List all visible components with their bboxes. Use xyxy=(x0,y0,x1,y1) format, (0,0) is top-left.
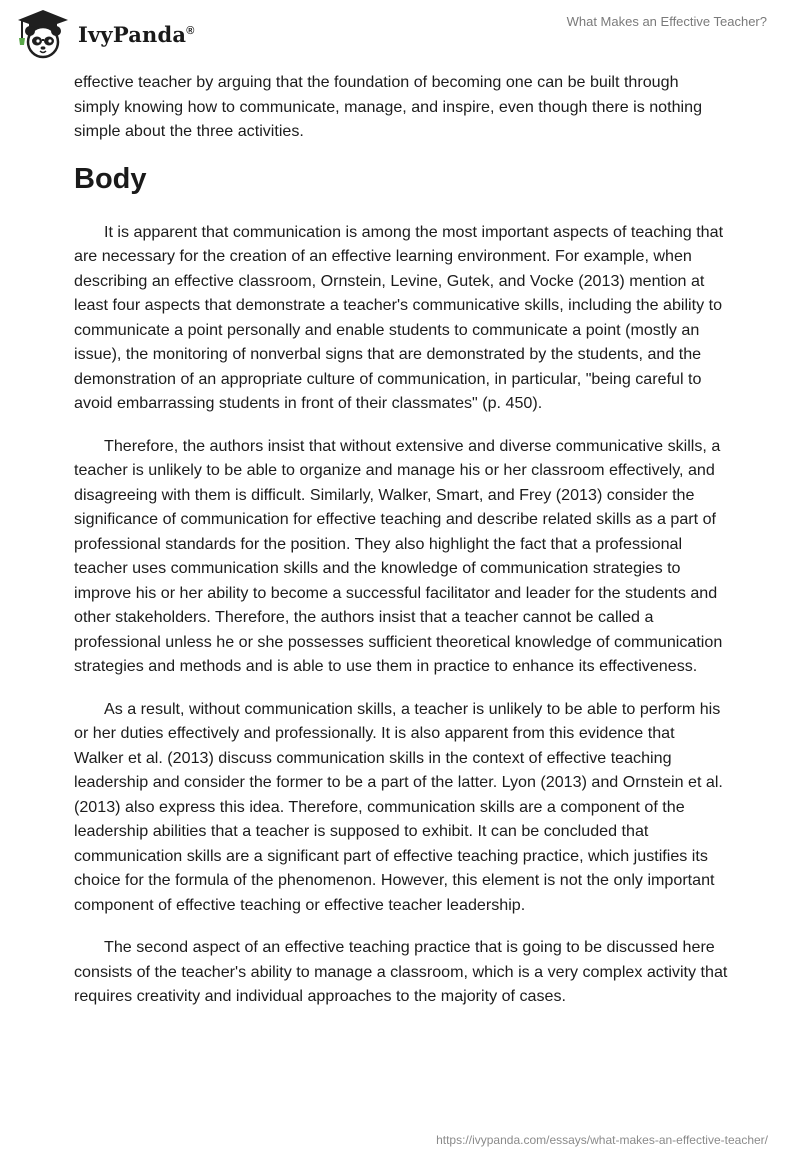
source-url[interactable]: https://ivypanda.com/essays/what-makes-an-effective-teacher/ xyxy=(436,1133,768,1147)
body-paragraph: As a result, without communication skills, a teacher is unlikely to be able to perform his or her duties effectively and professionally. It is also apparent from this evidence that Walker et al. (2013) discuss communication skills in the context of effective teaching leadership and consider the former to be a part of the latter. Lyon (2013) and Ornstein et al. (2013) also express this idea. Therefore, communication skills are a component of the leadership abilities that a teacher is supposed to exhibit. It can be concluded that communication skills are a significant part of effective teaching practice, which justifies its choice for the formula of the phenomenon. However, this element is not the only important component of effective teaching or effective teacher leadership. xyxy=(74,699,723,914)
page-header xyxy=(0,0,800,66)
brand-name: IvyPanda® xyxy=(78,21,195,47)
body-paragraph: Therefore, the authors insist that without extensive and diverse communicative skills, a teacher is unlikely to be able to organize and manage his or her classroom effectively, and disagreeing with them is difficult. Similarly, Walker, Smart, and Frey (2013) consider the significance of communication for effective teaching and describe related skills as a part of professional standards for the position. They also highlight the fact that a professional teacher uses communication skills and the knowledge of communication strategies to improve his or her ability to become a successful facilitator and leader for the students and other stakeholders. Therefore, the authors insist that a teacher cannot be called a professional unless he or she possesses sufficient theoretical knowledge of communication strategies and methods and is able to use them in practice to enhance its effectiveness. xyxy=(74,436,723,675)
body-paragraph: It is apparent that communication is among the most important aspects of teaching that are necessary for the creation of an effective learning environment. For example, when describing an effective classroom, Ornstein, Levine, Gutek, and Vocke (2013) mention at least four aspects that demonstrate a teacher's communicative skills, including the ability to communicate a point personally and enable students to communicate a point (mostly an issue), the monitoring of nonverbal signs that are demonstrated by the students, and the demonstration of an appropriate culture of communication, in particular, "being careful to avoid embarrassing students in front of their classmates" (p. 450). xyxy=(74,222,724,412)
document-title: What Makes an Effective Teacher? xyxy=(566,14,767,29)
essay-content xyxy=(74,70,728,1027)
section-heading: Body xyxy=(74,162,147,195)
body-paragraph: The second aspect of an effective teaching practice that is going to be discussed here consists of the teacher's ability to manage a classroom, which is a very complex activity that requires creativity and individual approaches to the majority of cases. xyxy=(74,938,728,1005)
ivypanda-logo[interactable] xyxy=(14,8,195,60)
panda-graduate-icon xyxy=(14,8,72,60)
intro-paragraph: effective teacher by arguing that the foundation of becoming one can be built through simply knowing how to communicate, manage, and inspire, even though there is nothing simple about the three activities. xyxy=(74,73,703,140)
